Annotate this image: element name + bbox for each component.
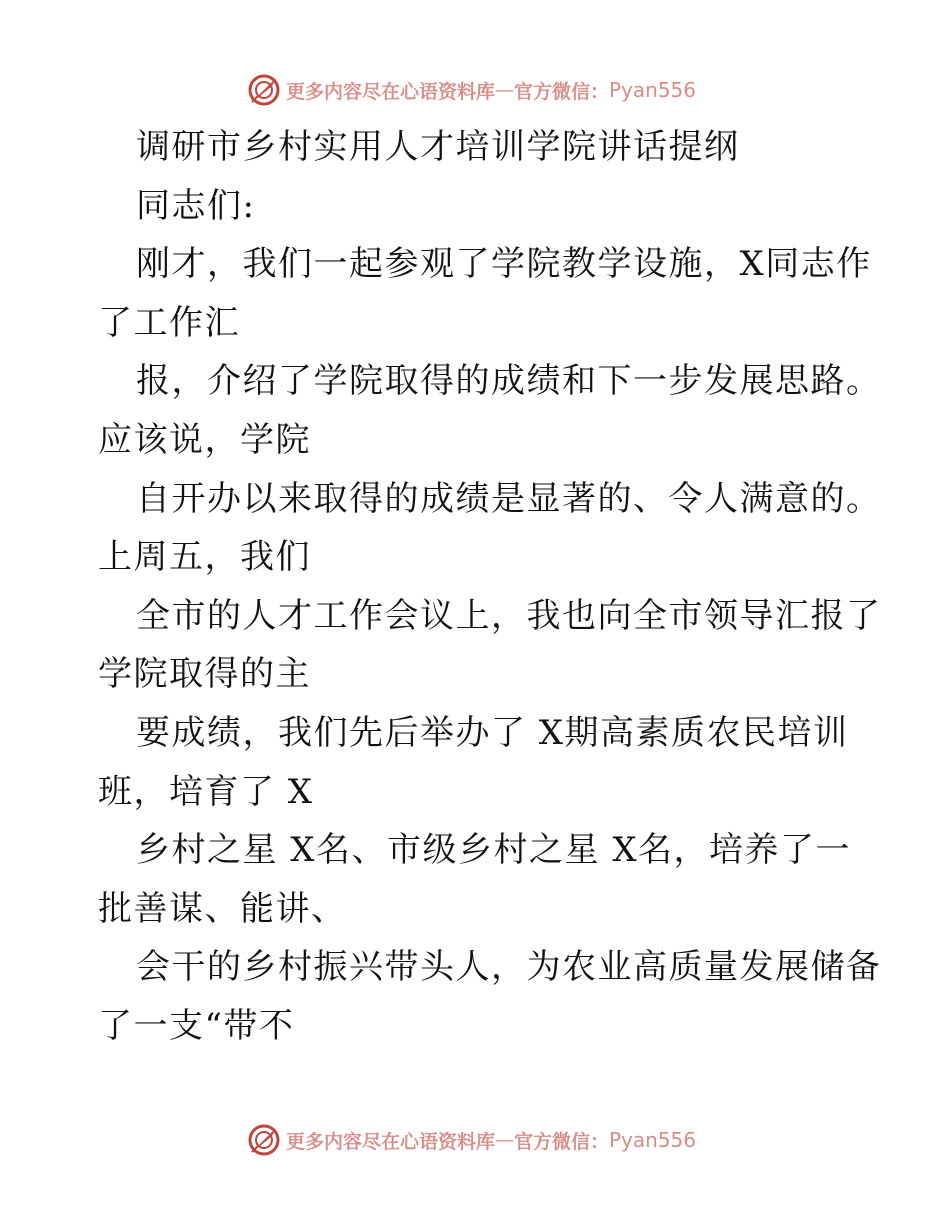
salutation: 同志们: <box>136 185 256 226</box>
banner-slogan: 更多内容尽在心语资料库 <box>285 80 495 103</box>
paragraph-line: 会干的乡村振兴带头人，为农业高质量发展储备 <box>136 947 882 988</box>
paragraph-line: 应该说，学院 <box>98 419 311 460</box>
document-title: 调研市乡村实用人才培训学院讲话提纲 <box>136 127 740 167</box>
paragraph-line: 报，介绍了学院取得的成绩和下一步发展思路。 <box>136 361 882 402</box>
banner-wechat-handle: Pyan556 <box>609 1128 697 1152</box>
paragraph-line: 乡村之星 X名、市级乡村之星 X名，培养了一 <box>136 830 852 871</box>
banner-wechat-handle: Pyan556 <box>609 78 697 102</box>
paragraph-line: 批善谋、能讲、 <box>98 888 347 929</box>
paragraph-line: 刚才，我们一起参观了学院教学设施，X同志作 <box>136 244 872 285</box>
banner-slogan: 更多内容尽在心语资料库 <box>285 1130 495 1153</box>
document-body <box>98 118 898 1056</box>
banner-dash: — <box>494 1129 514 1151</box>
paragraph-line: 自开办以来取得的成绩是显著的、令人满意的。 <box>136 478 882 519</box>
paragraph-line: 班，培育了 X <box>98 771 314 812</box>
banner-wechat-label: 官方微信： <box>513 1130 609 1153</box>
banner-dash: — <box>494 79 514 101</box>
paragraph-line: 要成绩，我们先后举办了 X期高素质农民培训 <box>136 712 849 753</box>
footer-banner <box>0 1120 950 1160</box>
paragraph-line: 上周五，我们 <box>98 537 311 578</box>
paragraph-line: 了一支“带不 <box>98 1005 295 1046</box>
paragraph-line: 学院取得的主 <box>98 654 311 695</box>
banner-wechat-label: 官方微信： <box>513 80 609 103</box>
paragraph-line: 全市的人才工作会议上，我也向全市领导汇报了 <box>136 595 882 636</box>
quill-logo-icon <box>246 1122 282 1158</box>
header-banner <box>0 70 950 110</box>
paragraph-line: 了工作汇 <box>98 302 240 343</box>
quill-logo-icon <box>246 72 282 108</box>
